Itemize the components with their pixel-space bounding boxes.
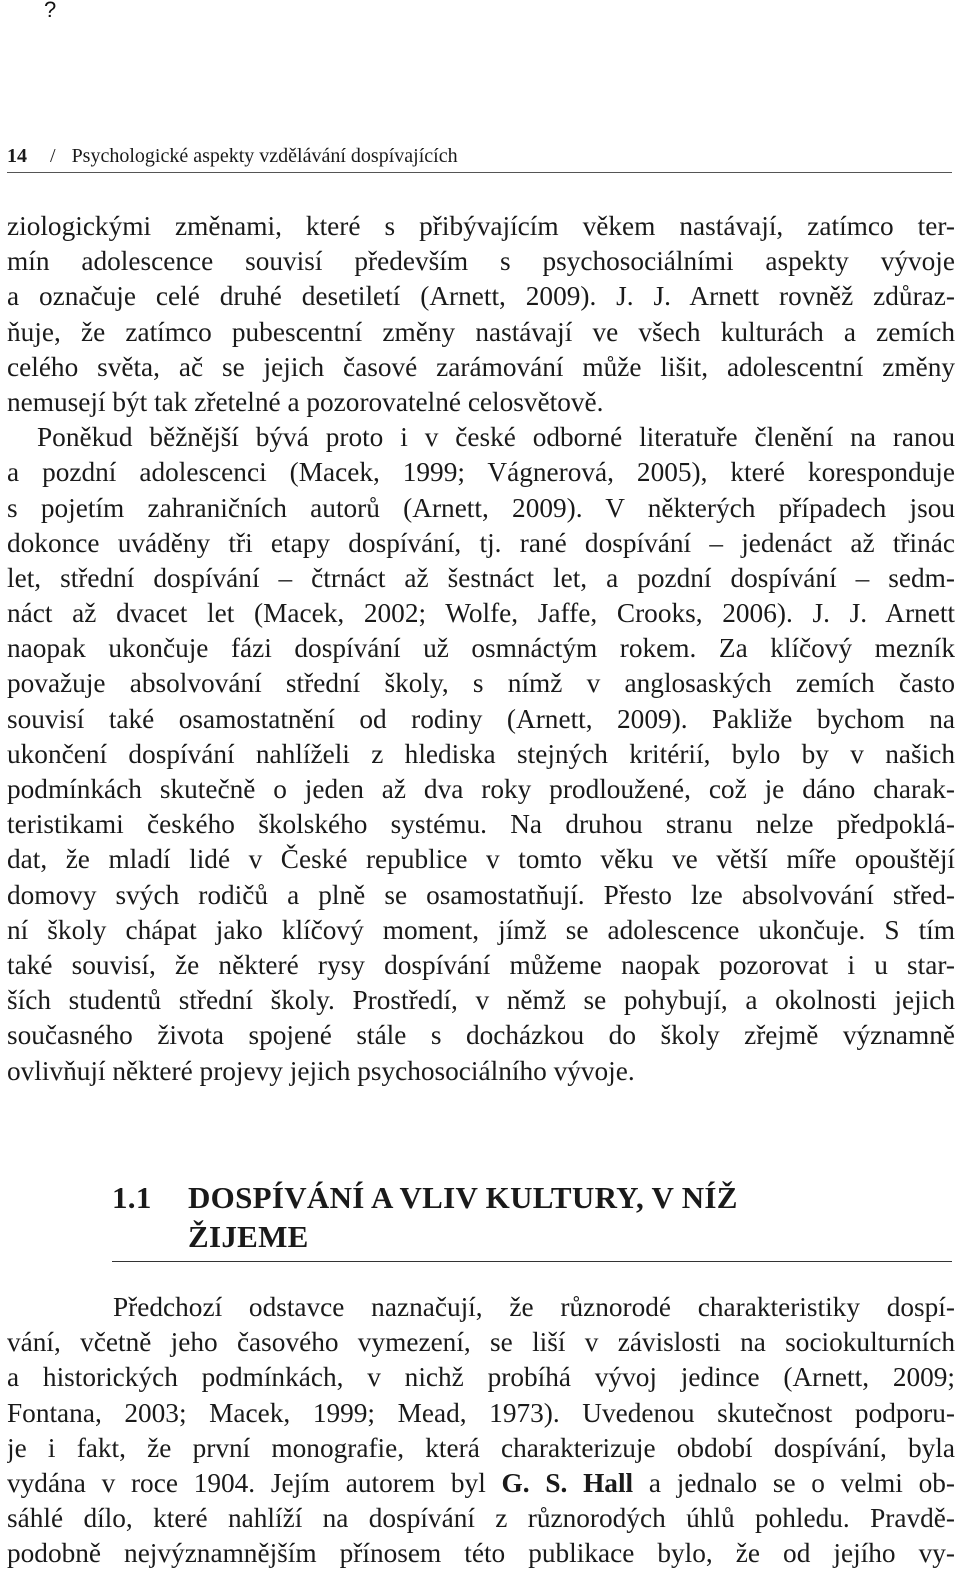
paragraph-3-line: vání, včetně jeho časového vymezení, se liší v závislosti na sociokulturních: [7, 1327, 955, 1358]
paragraph-3-line: [7, 1466, 955, 1501]
paragraph-3-line: sáhlé dílo, které nahlíží na dospívání z různorodých úhlů pohledu. Pravdě-: [7, 1503, 955, 1534]
paragraph-3-line: Fontana, 2003; Macek, 1999; Mead, 1973). Uvedenou skutečnost podporu-: [7, 1397, 955, 1428]
paragraph-2-line: podmínkách skutečně o jeden až dva roky prodloužené, což je dáno charak-: [7, 774, 955, 804]
section-title-line-2: ŽIJEME: [188, 1219, 309, 1254]
paragraph-1-line: mín adolescence souvisí především s psychosociálními aspekty vývoje: [7, 246, 955, 277]
header-separator: /: [50, 145, 56, 167]
page-number: 14: [7, 145, 27, 167]
paragraph-2-line: let, střední dospívání – čtrnáct až šestnáct let, a pozdní dospívání – sedm-: [7, 562, 955, 593]
section-number: 1.1: [112, 1180, 152, 1215]
paragraph-1-line: ňuje, že zatímco pubescentní změny nastávají ve všech kulturách a zemích: [7, 316, 955, 347]
running-header: [7, 143, 952, 169]
paragraph-2-line: naopak ukončuje fázi dospívání už osmnáctým rokem. Za klíčový mezník: [7, 633, 955, 664]
section-title-line-1: DOSPÍVÁNÍ A VLIV KULTURY, V NÍŽ: [188, 1180, 738, 1215]
paragraph-2-line: ukončení dospívání nahlíželi z hlediska stejných kritérií, bylo by v našich: [7, 738, 955, 769]
paragraph-2-line: s pojetím zahraničních autorů (Arnett, 2009). V některých případech jsou: [7, 492, 955, 523]
author-name: G. S. Hall: [501, 1467, 634, 1498]
paragraph-2-line: a pozdní adolescenci (Macek, 1999; Vágnerová, 2005), které koresponduje: [7, 457, 955, 488]
paragraph-3-line: je i fakt, že první monografie, která charakterizuje období dospívání, byla: [7, 1432, 955, 1463]
paragraph-3-line: a historických podmínkách, v nichž probíhá vývoj jedince (Arnett, 2009;: [7, 1362, 955, 1393]
paragraph-2-line: také souvisí, že některé rysy dospívání můžeme naopak pozorovat i u star-: [7, 949, 955, 980]
header-rule: [7, 172, 952, 173]
text-run: vydána v roce 1904. Jejím autorem byl: [7, 1467, 502, 1498]
paragraph-2-line: dokonce uváděny tři etapy dospívání, tj. rané dospívání – jedenáct až třinác: [7, 527, 955, 558]
body-text-top: [7, 209, 955, 1089]
corner-mark: ?: [44, 0, 57, 22]
text-run: a jednalo se o velmi ob-: [633, 1467, 955, 1498]
paragraph-2-line: souvisí také osamostatnění od rodiny (Arnett, 2009). Pakliže bychom na: [7, 703, 955, 734]
paragraph-2-line: Poněkud běžnější bývá proto i v české odborné literatuře členění na ranou: [37, 422, 955, 453]
paragraph-2-line: teristikami českého školského systému. Na druhou stranu nelze předpoklá-: [7, 809, 955, 840]
paragraph-1-line: ziologickými změnami, které s přibývajícím věkem nastávají, zatímco ter-: [7, 211, 955, 241]
paragraph-3-line: Předchozí odstavce naznačují, že různorodé charakteristiky dospí-: [113, 1292, 955, 1322]
running-title: Psychologické aspekty vzdělávání dospívajících: [71, 145, 458, 167]
paragraph-2-line: ovlivňují některé projevy jejich psychosociálního vývoje.: [7, 1055, 635, 1086]
body-text-bottom: [7, 1290, 955, 1572]
paragraph-2-line: ní školy chápat jako klíčový moment, jímž se adolescence ukončuje. S tím: [7, 914, 955, 945]
paragraph-2-line: ších studentů střední školy. Prostředí, v němž se pohybují, a okolnosti jejich: [7, 985, 955, 1016]
paragraph-2-line: domovy svých rodičů a plně se osamostatňují. Přesto lze absolvování střed-: [7, 879, 955, 910]
paragraph-3-line: podobně nejvýznamnějším přínosem této publikace bylo, že od jejího vy-: [7, 1538, 955, 1569]
paragraph-1-line: a označuje celé druhé desetiletí (Arnett, 2009). J. J. Arnett rovněž zdůraz-: [7, 281, 955, 312]
paragraph-1-line: celého světa, ač se jejich časové zarámování může lišit, adolescentní změny: [7, 351, 955, 382]
section-heading: [112, 1178, 952, 1256]
paragraph-2-line: dat, že mladí lidé v České republice v tomto věku ve větší míře opouštějí: [7, 844, 955, 875]
heading-rule: [112, 1261, 952, 1262]
paragraph-2-line: považuje absolvování střední školy, s nímž v anglosaských zemích často: [7, 668, 955, 699]
paragraph-1-line: nemusejí být tak zřetelné a pozorovatelné celosvětově.: [7, 386, 604, 417]
paragraph-2-line: náct až dvacet let (Macek, 2002; Wolfe, Jaffe, Crooks, 2006). J. J. Arnett: [7, 598, 955, 629]
paragraph-2-line: současného života spojené stále s docházkou do školy zřejmě významně: [7, 1020, 955, 1051]
